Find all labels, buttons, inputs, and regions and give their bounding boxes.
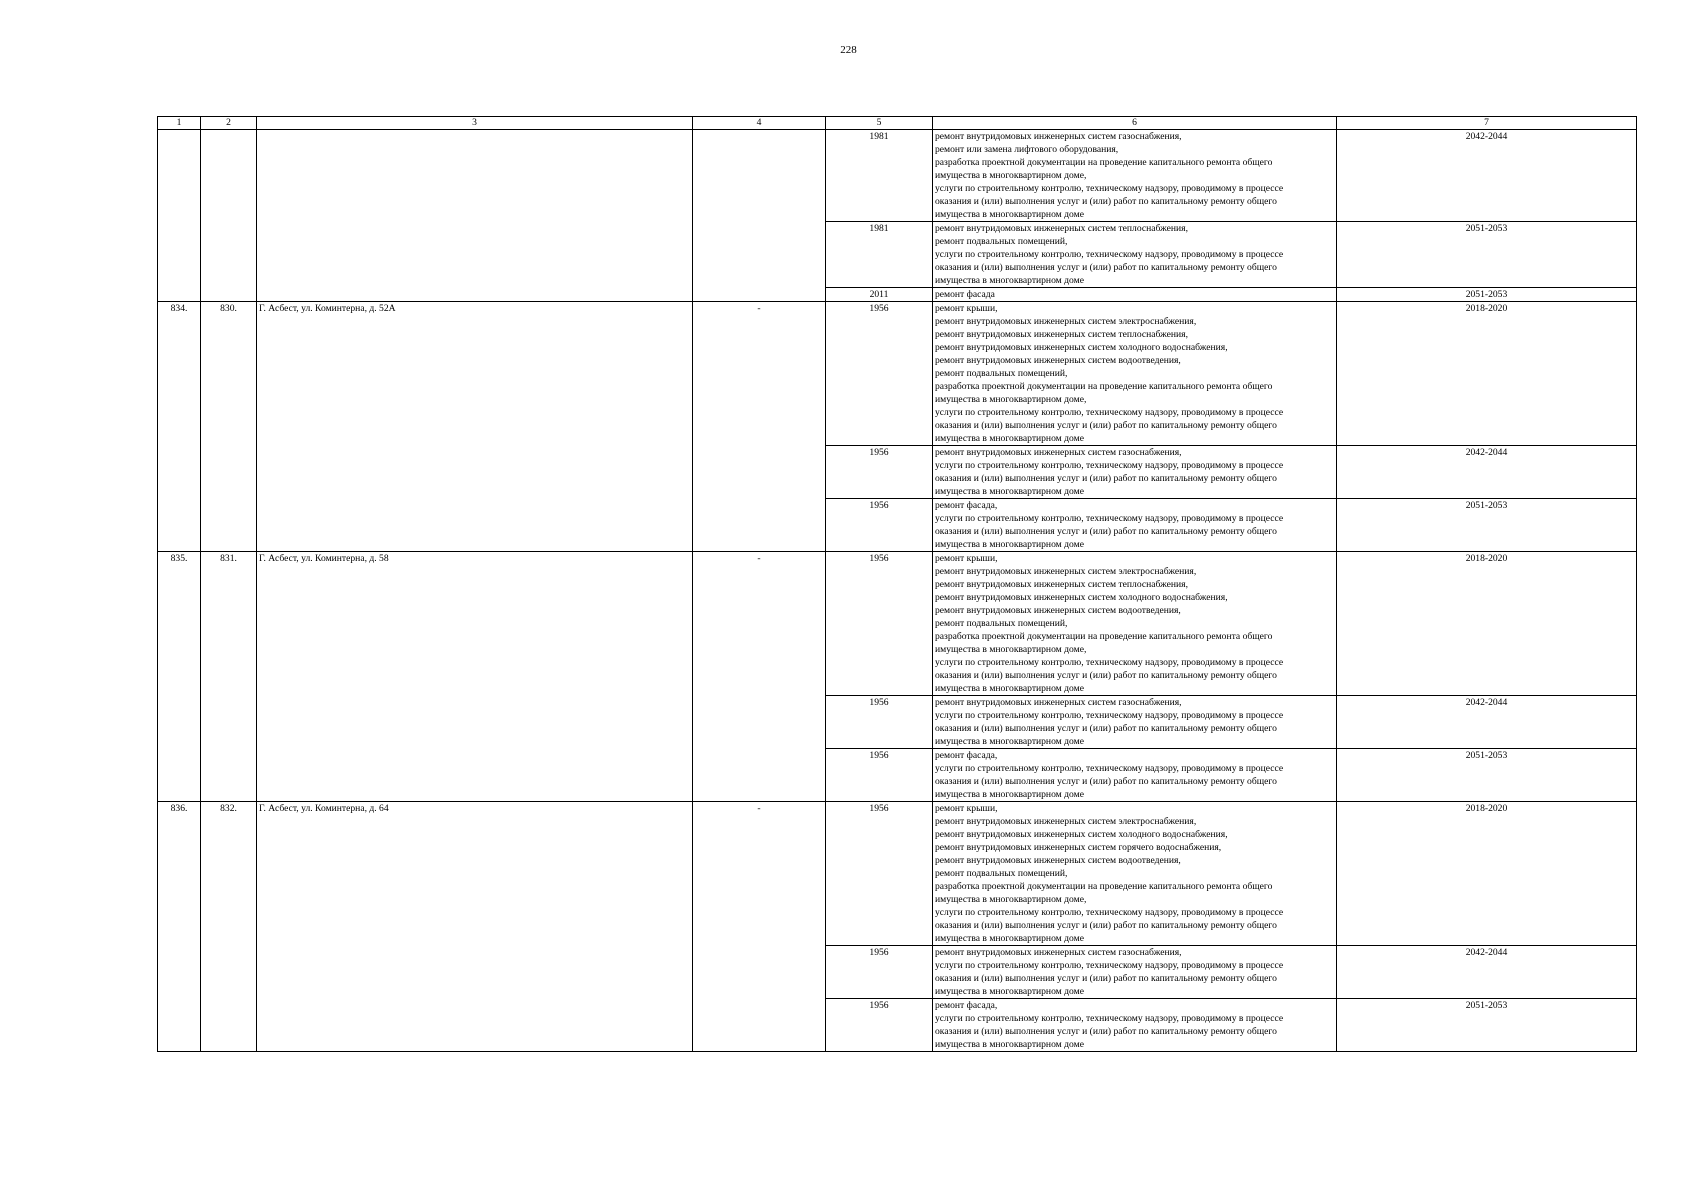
period-cell: 2051-2053	[1337, 999, 1637, 1052]
id-cell: 832.	[201, 802, 257, 1052]
works-cell	[933, 288, 1337, 302]
work-line: разработка проектной документации на проведение капитального ремонта общего	[935, 881, 1273, 892]
work-line: ремонт фасада,	[935, 1000, 998, 1011]
num-cell: 836.	[158, 802, 201, 1052]
num-cell: 835.	[158, 552, 201, 802]
work-line: ремонт внутридомовых инженерных систем теплоснабжения,	[935, 579, 1188, 590]
work-line: ремонт внутридомовых инженерных систем холодного водоснабжения,	[935, 342, 1228, 353]
work-line: имущества в многоквартирном доме	[935, 933, 1084, 944]
table-row	[158, 802, 1637, 946]
work-line: услуги по строительному контролю, техническому надзору, проводимому в процессе	[935, 907, 1284, 918]
works-cell	[933, 222, 1337, 288]
work-line: оказания и (или) выполнения услуг и (или) работ по капитальному ремонту общего	[935, 1026, 1277, 1037]
header-cell: 1	[158, 117, 201, 130]
work-line: оказания и (или) выполнения услуг и (или) работ по капитальному ремонту общего	[935, 262, 1277, 273]
header-cell: 4	[693, 117, 826, 130]
work-line: оказания и (или) выполнения услуг и (или) работ по капитальному ремонту общего	[935, 196, 1277, 207]
work-line: услуги по строительному контролю, техническому надзору, проводимому в процессе	[935, 960, 1284, 971]
work-line: ремонт внутридомовых инженерных систем холодного водоснабжения,	[935, 829, 1228, 840]
period-cell: 2051-2053	[1337, 749, 1637, 802]
period-cell: 2051-2053	[1337, 288, 1637, 302]
work-line: ремонт фасада,	[935, 500, 998, 511]
work-line: ремонт внутридомовых инженерных систем электроснабжения,	[935, 566, 1197, 577]
work-line: ремонт фасада,	[935, 750, 998, 761]
work-line: ремонт или замена лифтового оборудования,	[935, 144, 1119, 155]
header-row	[158, 117, 1637, 130]
work-line: ремонт внутридомовых инженерных систем водоотведения,	[935, 355, 1181, 366]
work-line: услуги по строительному контролю, техническому надзору, проводимому в процессе	[935, 407, 1284, 418]
col4-cell: -	[693, 802, 826, 1052]
repair-schedule-table	[157, 116, 1637, 1052]
header-cell: 6	[933, 117, 1337, 130]
num-cell: 834.	[158, 302, 201, 552]
work-line: ремонт внутридомовых инженерных систем холодного водоснабжения,	[935, 592, 1228, 603]
work-line: услуги по строительному контролю, техническому надзору, проводимому в процессе	[935, 249, 1284, 260]
work-line: ремонт внутридомовых инженерных систем теплоснабжения,	[935, 223, 1188, 234]
year-cell: 1956	[826, 749, 933, 802]
col4-cell: -	[693, 552, 826, 802]
works-cell	[933, 802, 1337, 946]
work-line: разработка проектной документации на проведение капитального ремонта общего	[935, 631, 1273, 642]
work-line: услуги по строительному контролю, техническому надзору, проводимому в процессе	[935, 183, 1284, 194]
address-cell: Г. Асбест, ул. Коминтерна, д. 58	[257, 552, 693, 802]
year-cell: 1981	[826, 130, 933, 222]
continuation-row	[158, 130, 1637, 222]
work-line: имущества в многоквартирном доме,	[935, 644, 1087, 655]
work-line: услуги по строительному контролю, техническому надзору, проводимому в процессе	[935, 460, 1284, 471]
work-line: имущества в многоквартирном доме	[935, 736, 1084, 747]
work-line: ремонт внутридомовых инженерных систем электроснабжения,	[935, 816, 1197, 827]
year-cell: 1956	[826, 552, 933, 696]
address-cell	[257, 130, 693, 302]
work-line: оказания и (или) выполнения услуг и (или) работ по капитальному ремонту общего	[935, 973, 1277, 984]
work-line: оказания и (или) выполнения услуг и (или) работ по капитальному ремонту общего	[935, 776, 1277, 787]
work-line: имущества в многоквартирном доме	[935, 789, 1084, 800]
work-line: ремонт внутридомовых инженерных систем горячего водоснабжения,	[935, 842, 1222, 853]
work-line: ремонт внутридомовых инженерных систем газоснабжения,	[935, 131, 1182, 142]
work-line: оказания и (или) выполнения услуг и (или) работ по капитальному ремонту общего	[935, 920, 1277, 931]
period-cell: 2018-2020	[1337, 552, 1637, 696]
table-row	[158, 552, 1637, 696]
header-cell: 2	[201, 117, 257, 130]
period-cell: 2042-2044	[1337, 696, 1637, 749]
work-line: имущества в многоквартирном доме,	[935, 394, 1087, 405]
work-line: услуги по строительному контролю, техническому надзору, проводимому в процессе	[935, 513, 1284, 524]
work-line: имущества в многоквартирном доме	[935, 486, 1084, 497]
table-body	[158, 117, 1637, 1052]
work-line: ремонт внутридомовых инженерных систем водоотведения,	[935, 605, 1181, 616]
work-line: услуги по строительному контролю, техническому надзору, проводимому в процессе	[935, 763, 1284, 774]
works-cell	[933, 499, 1337, 552]
period-cell: 2042-2044	[1337, 446, 1637, 499]
col4-cell	[693, 130, 826, 302]
work-line: услуги по строительному контролю, техническому надзору, проводимому в процессе	[935, 657, 1284, 668]
address-cell: Г. Асбест, ул. Коминтерна, д. 64	[257, 802, 693, 1052]
page-number: 228	[840, 44, 857, 56]
work-line: ремонт подвальных помещений,	[935, 236, 1068, 247]
work-line: оказания и (или) выполнения услуг и (или) работ по капитальному ремонту общего	[935, 723, 1277, 734]
work-line: ремонт подвальных помещений,	[935, 368, 1068, 379]
work-line: ремонт внутридомовых инженерных систем газоснабжения,	[935, 947, 1182, 958]
work-line: ремонт крыши,	[935, 303, 998, 314]
header-cell: 3	[257, 117, 693, 130]
year-cell: 1956	[826, 302, 933, 446]
id-cell: 830.	[201, 302, 257, 552]
year-cell: 1956	[826, 946, 933, 999]
year-cell: 1956	[826, 446, 933, 499]
work-line: имущества в многоквартирном доме	[935, 209, 1084, 220]
year-cell: 1956	[826, 696, 933, 749]
period-cell: 2018-2020	[1337, 302, 1637, 446]
work-line: ремонт подвальных помещений,	[935, 868, 1068, 879]
period-cell: 2051-2053	[1337, 222, 1637, 288]
work-line: имущества в многоквартирном доме	[935, 275, 1084, 286]
work-line: имущества в многоквартирном доме	[935, 1039, 1084, 1050]
work-line: имущества в многоквартирном доме	[935, 986, 1084, 997]
work-line: имущества в многоквартирном доме	[935, 433, 1084, 444]
header-cell: 5	[826, 117, 933, 130]
id-cell	[201, 130, 257, 302]
work-line: услуги по строительному контролю, техническому надзору, проводимому в процессе	[935, 710, 1284, 721]
works-cell	[933, 946, 1337, 999]
period-cell: 2018-2020	[1337, 802, 1637, 946]
work-line: имущества в многоквартирном доме,	[935, 170, 1087, 181]
work-line: ремонт внутридомовых инженерных систем теплоснабжения,	[935, 329, 1188, 340]
works-cell	[933, 446, 1337, 499]
works-cell	[933, 696, 1337, 749]
work-line: ремонт фасада	[935, 289, 995, 300]
table-row	[158, 302, 1637, 446]
period-cell: 2042-2044	[1337, 130, 1637, 222]
year-cell: 1981	[826, 222, 933, 288]
work-line: ремонт внутридомовых инженерных систем газоснабжения,	[935, 697, 1182, 708]
work-line: разработка проектной документации на проведение капитального ремонта общего	[935, 157, 1273, 168]
work-line: ремонт крыши,	[935, 803, 998, 814]
works-cell	[933, 552, 1337, 696]
works-cell	[933, 749, 1337, 802]
header-cell: 7	[1337, 117, 1637, 130]
period-cell: 2042-2044	[1337, 946, 1637, 999]
year-cell: 1956	[826, 499, 933, 552]
work-line: оказания и (или) выполнения услуг и (или) работ по капитальному ремонту общего	[935, 473, 1277, 484]
work-line: оказания и (или) выполнения услуг и (или) работ по капитальному ремонту общего	[935, 670, 1277, 681]
num-cell	[158, 130, 201, 302]
year-cell: 2011	[826, 288, 933, 302]
work-line: имущества в многоквартирном доме	[935, 539, 1084, 550]
work-line: разработка проектной документации на проведение капитального ремонта общего	[935, 381, 1273, 392]
work-line: оказания и (или) выполнения услуг и (или) работ по капитальному ремонту общего	[935, 526, 1277, 537]
work-line: имущества в многоквартирном доме,	[935, 894, 1087, 905]
work-line: услуги по строительному контролю, техническому надзору, проводимому в процессе	[935, 1013, 1284, 1024]
work-line: ремонт подвальных помещений,	[935, 618, 1068, 629]
works-cell	[933, 130, 1337, 222]
works-cell	[933, 302, 1337, 446]
work-line: оказания и (или) выполнения услуг и (или) работ по капитальному ремонту общего	[935, 420, 1277, 431]
work-line: ремонт крыши,	[935, 553, 998, 564]
address-cell: Г. Асбест, ул. Коминтерна, д. 52А	[257, 302, 693, 552]
period-cell: 2051-2053	[1337, 499, 1637, 552]
id-cell: 831.	[201, 552, 257, 802]
works-cell	[933, 999, 1337, 1052]
year-cell: 1956	[826, 802, 933, 946]
work-line: ремонт внутридомовых инженерных систем водоотведения,	[935, 855, 1181, 866]
year-cell: 1956	[826, 999, 933, 1052]
work-line: имущества в многоквартирном доме	[935, 683, 1084, 694]
col4-cell: -	[693, 302, 826, 552]
work-line: ремонт внутридомовых инженерных систем электроснабжения,	[935, 316, 1197, 327]
work-line: ремонт внутридомовых инженерных систем газоснабжения,	[935, 447, 1182, 458]
